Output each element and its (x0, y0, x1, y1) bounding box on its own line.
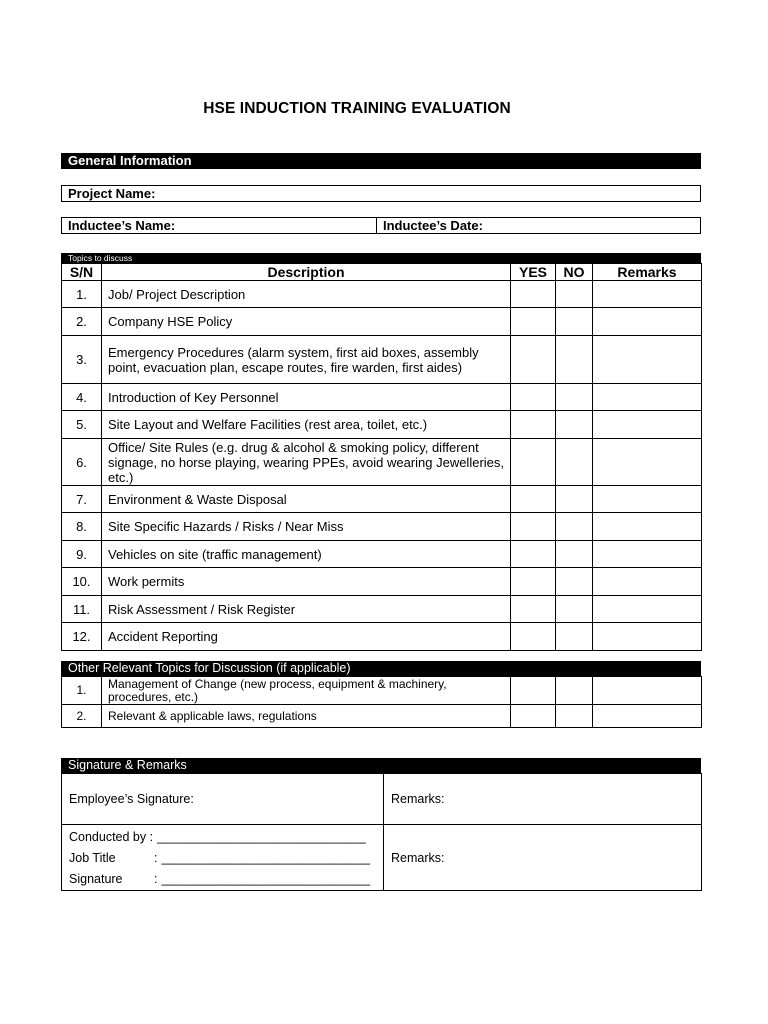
table-row (62, 384, 702, 411)
remarks-cell[interactable] (593, 513, 702, 541)
remarks-cell[interactable] (593, 281, 702, 308)
signature-line[interactable] (69, 868, 383, 889)
table-row (62, 308, 702, 336)
column-header-remarks: Remarks (593, 264, 702, 281)
project-name-label: Project Name: (68, 186, 156, 201)
conducted-by-label: Conducted by : (69, 829, 154, 844)
no-cell[interactable] (556, 411, 593, 439)
table-row (62, 568, 702, 596)
yes-cell[interactable] (511, 541, 556, 568)
row-sn: 10. (62, 568, 102, 596)
no-cell[interactable] (556, 677, 593, 705)
remarks-cell[interactable] (593, 677, 702, 705)
table-row (62, 336, 702, 384)
no-cell[interactable] (556, 541, 593, 568)
general-information-label: General Information (68, 153, 192, 168)
topics-table-header (62, 264, 702, 281)
table-row (62, 596, 702, 623)
no-cell[interactable] (556, 281, 593, 308)
row-sn: 2. (62, 705, 102, 728)
conducted-by-blank: ______________________________ (157, 829, 366, 844)
row-description: Introduction of Key Personnel (102, 384, 511, 411)
row-description: Environment & Waste Disposal (102, 486, 511, 513)
no-cell[interactable] (556, 384, 593, 411)
yes-cell[interactable] (511, 336, 556, 384)
row-sn: 8. (62, 513, 102, 541)
remarks-cell[interactable] (593, 541, 702, 568)
row-description: Accident Reporting (102, 623, 511, 651)
other-topics-header (61, 661, 701, 676)
row-description: Vehicles on site (traffic management) (102, 541, 511, 568)
no-cell[interactable] (556, 596, 593, 623)
remarks-cell[interactable] (593, 411, 702, 439)
row-description: Relevant & applicable laws, regulations (102, 705, 511, 728)
topics-table (61, 263, 702, 651)
no-cell[interactable] (556, 336, 593, 384)
job-title-blank: ______________________________ (161, 850, 371, 865)
row-sn: 5. (62, 411, 102, 439)
remarks-label: Remarks: (391, 850, 445, 865)
row-description: Job/ Project Description (102, 281, 511, 308)
row-description: Office/ Site Rules (e.g. drug & alcohol & smoking policy, different signage, no horse playing, wearing PPEs, avoid wearing Jewelleries, etc.) (102, 439, 511, 486)
table-row (62, 677, 702, 705)
topics-header (61, 253, 701, 263)
table-row (62, 486, 702, 513)
row-sn: 11. (62, 596, 102, 623)
yes-cell[interactable] (511, 596, 556, 623)
row-sn: 3. (62, 336, 102, 384)
remarks-cell[interactable] (593, 308, 702, 336)
remarks-cell[interactable] (593, 705, 702, 728)
other-topics-label: Other Relevant Topics for Discussion (if applicable) (68, 661, 351, 675)
table-row (62, 411, 702, 439)
no-cell[interactable] (556, 568, 593, 596)
conducted-by-line[interactable] (69, 826, 383, 847)
row-sn: 1. (62, 677, 102, 705)
table-row (62, 541, 702, 568)
colon: : (154, 871, 158, 886)
yes-cell[interactable] (511, 677, 556, 705)
yes-cell[interactable] (511, 411, 556, 439)
row-sn: 4. (62, 384, 102, 411)
signature-remarks-label: Signature & Remarks (68, 758, 187, 772)
conductor-row (62, 825, 702, 891)
signature-blank: ______________________________ (161, 871, 371, 886)
row-sn: 7. (62, 486, 102, 513)
row-description: Work permits (102, 568, 511, 596)
row-description: Management of Change (new process, equipment & machinery, procedures, etc.) (102, 677, 511, 705)
no-cell[interactable] (556, 705, 593, 728)
remarks-field-1[interactable] (384, 774, 702, 825)
column-header-no: NO (556, 264, 593, 281)
employee-signature-field[interactable] (62, 774, 384, 825)
no-cell[interactable] (556, 308, 593, 336)
table-row (62, 281, 702, 308)
remarks-field-2[interactable] (384, 825, 702, 891)
column-header-yes: YES (511, 264, 556, 281)
yes-cell[interactable] (511, 486, 556, 513)
yes-cell[interactable] (511, 308, 556, 336)
row-sn: 6. (62, 439, 102, 486)
row-description: Risk Assessment / Risk Register (102, 596, 511, 623)
inductee-date-label: Inductee’s Date: (383, 218, 483, 233)
yes-cell[interactable] (511, 623, 556, 651)
row-description: Site Layout and Welfare Facilities (rest area, toilet, etc.) (102, 411, 511, 439)
row-sn: 9. (62, 541, 102, 568)
colon: : (154, 850, 158, 865)
yes-cell[interactable] (511, 439, 556, 486)
employee-signature-label: Employee’s Signature: (69, 792, 194, 806)
no-cell[interactable] (556, 486, 593, 513)
row-sn: 12. (62, 623, 102, 651)
remarks-cell[interactable] (593, 596, 702, 623)
conductor-details-cell (62, 825, 384, 891)
other-topics-table (61, 676, 702, 728)
table-row (62, 705, 702, 728)
inductee-info-row (61, 217, 701, 234)
inductee-name-field[interactable] (62, 218, 377, 233)
signature-table (61, 773, 702, 891)
row-sn: 1. (62, 281, 102, 308)
yes-cell[interactable] (511, 281, 556, 308)
remarks-cell[interactable] (593, 384, 702, 411)
table-row (62, 513, 702, 541)
row-sn: 2. (62, 308, 102, 336)
column-header-sn: S/N (62, 264, 102, 281)
row-description: Site Specific Hazards / Risks / Near Miss (102, 513, 511, 541)
table-row (62, 439, 702, 486)
inductee-name-label: Inductee’s Name: (68, 218, 176, 233)
remarks-cell[interactable] (593, 439, 702, 486)
yes-cell[interactable] (511, 705, 556, 728)
yes-cell[interactable] (511, 568, 556, 596)
row-description: Company HSE Policy (102, 308, 511, 336)
job-title-label: Job Title (69, 850, 116, 865)
topics-label: Topics to discuss (68, 253, 133, 263)
yes-cell[interactable] (511, 513, 556, 541)
no-cell[interactable] (556, 623, 593, 651)
signature-remarks-header (61, 758, 701, 773)
table-row (62, 623, 702, 651)
general-information-header (61, 153, 701, 169)
project-name-field[interactable] (61, 185, 701, 202)
job-title-line[interactable] (69, 847, 383, 868)
remarks-cell[interactable] (593, 623, 702, 651)
signature-label: Signature (69, 871, 123, 886)
remarks-cell[interactable] (593, 336, 702, 384)
no-cell[interactable] (556, 439, 593, 486)
inductee-date-field[interactable] (377, 218, 700, 233)
signature-row (62, 774, 702, 825)
column-header-description: Description (102, 264, 511, 281)
remarks-cell[interactable] (593, 568, 702, 596)
row-description: Emergency Procedures (alarm system, first aid boxes, assembly point, evacuation plan, escape routes, fire warden, first aides) (102, 336, 511, 384)
yes-cell[interactable] (511, 384, 556, 411)
remarks-label: Remarks: (391, 792, 445, 806)
no-cell[interactable] (556, 513, 593, 541)
remarks-cell[interactable] (593, 486, 702, 513)
page-title: HSE INDUCTION TRAINING EVALUATION (203, 100, 511, 117)
